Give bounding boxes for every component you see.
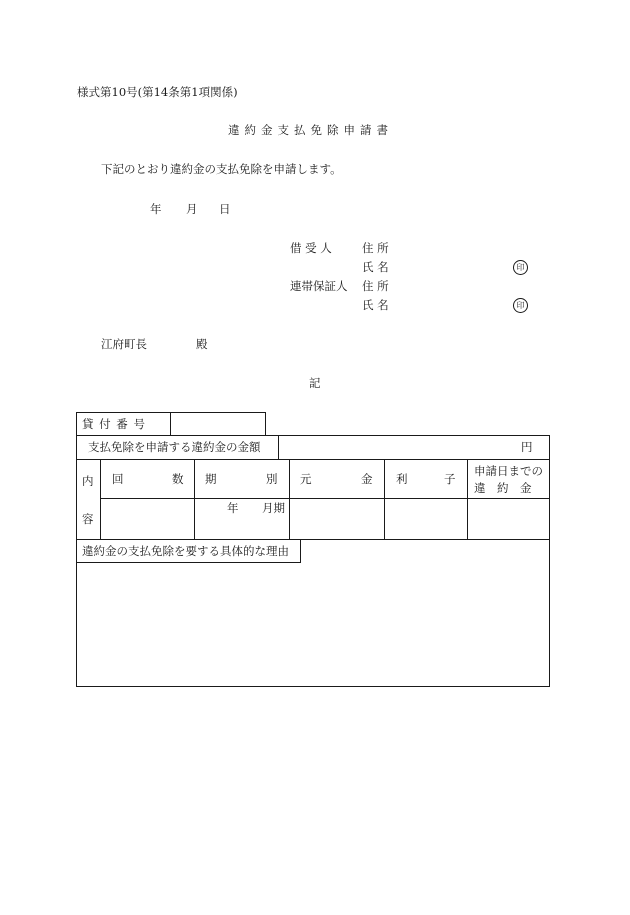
header-iyakukin-1: 申請日までの (474, 464, 543, 478)
reason-field[interactable] (77, 563, 549, 685)
guarantor-label: 連帯保証人 (290, 279, 348, 293)
addressee-name: 江府町長 (101, 337, 147, 351)
document-title: 違約金支払免除申請書 (228, 123, 393, 137)
naiyo-label-top: 内 (82, 474, 94, 488)
date-year: 年 (150, 202, 162, 216)
header-gankin-2: 金 (361, 472, 373, 486)
date-month: 月 (186, 202, 198, 216)
header-rishi-2: 子 (444, 472, 456, 486)
borrower-name-label: 氏 名 (362, 260, 389, 274)
header-iyakukin-2: 違 約 金 (474, 481, 532, 495)
date-day: 日 (219, 202, 231, 216)
borrower-seal-icon: 印 (513, 260, 528, 275)
loan-number-label: 貸 付 番 号 (82, 417, 146, 431)
guarantor-name-label: 氏 名 (362, 298, 389, 312)
ki-heading: 記 (309, 376, 321, 390)
guarantor-seal-icon: 印 (513, 298, 528, 313)
intro-text: 下記のとおり違約金の支払免除を申請します。 (101, 162, 342, 176)
header-kibetsu-2: 別 (266, 472, 278, 486)
period-month: 月期 (262, 501, 285, 515)
borrower-label: 借 受 人 (290, 241, 332, 255)
header-kaisu-2: 数 (172, 472, 184, 486)
header-kibetsu-1: 期 (205, 472, 217, 486)
loan-number-field[interactable] (171, 413, 265, 435)
header-kaisu-1: 回 (112, 472, 124, 486)
amount-label: 支払免除を申請する違約金の金額 (88, 440, 261, 454)
reason-label: 違約金の支払免除を要する具体的な理由 (82, 544, 289, 558)
addressee-honorific: 殿 (196, 337, 208, 351)
header-gankin-1: 元 (300, 472, 312, 486)
amount-unit: 円 (521, 440, 533, 454)
header-rishi-1: 利 (396, 472, 408, 486)
period-year: 年 (227, 501, 239, 515)
borrower-address-label: 住 所 (362, 241, 389, 255)
form-number: 様式第10号(第14条第1項関係) (77, 85, 238, 99)
guarantor-address-label: 住 所 (362, 279, 389, 293)
naiyo-label-bottom: 容 (82, 512, 94, 526)
amount-field[interactable] (279, 436, 509, 458)
